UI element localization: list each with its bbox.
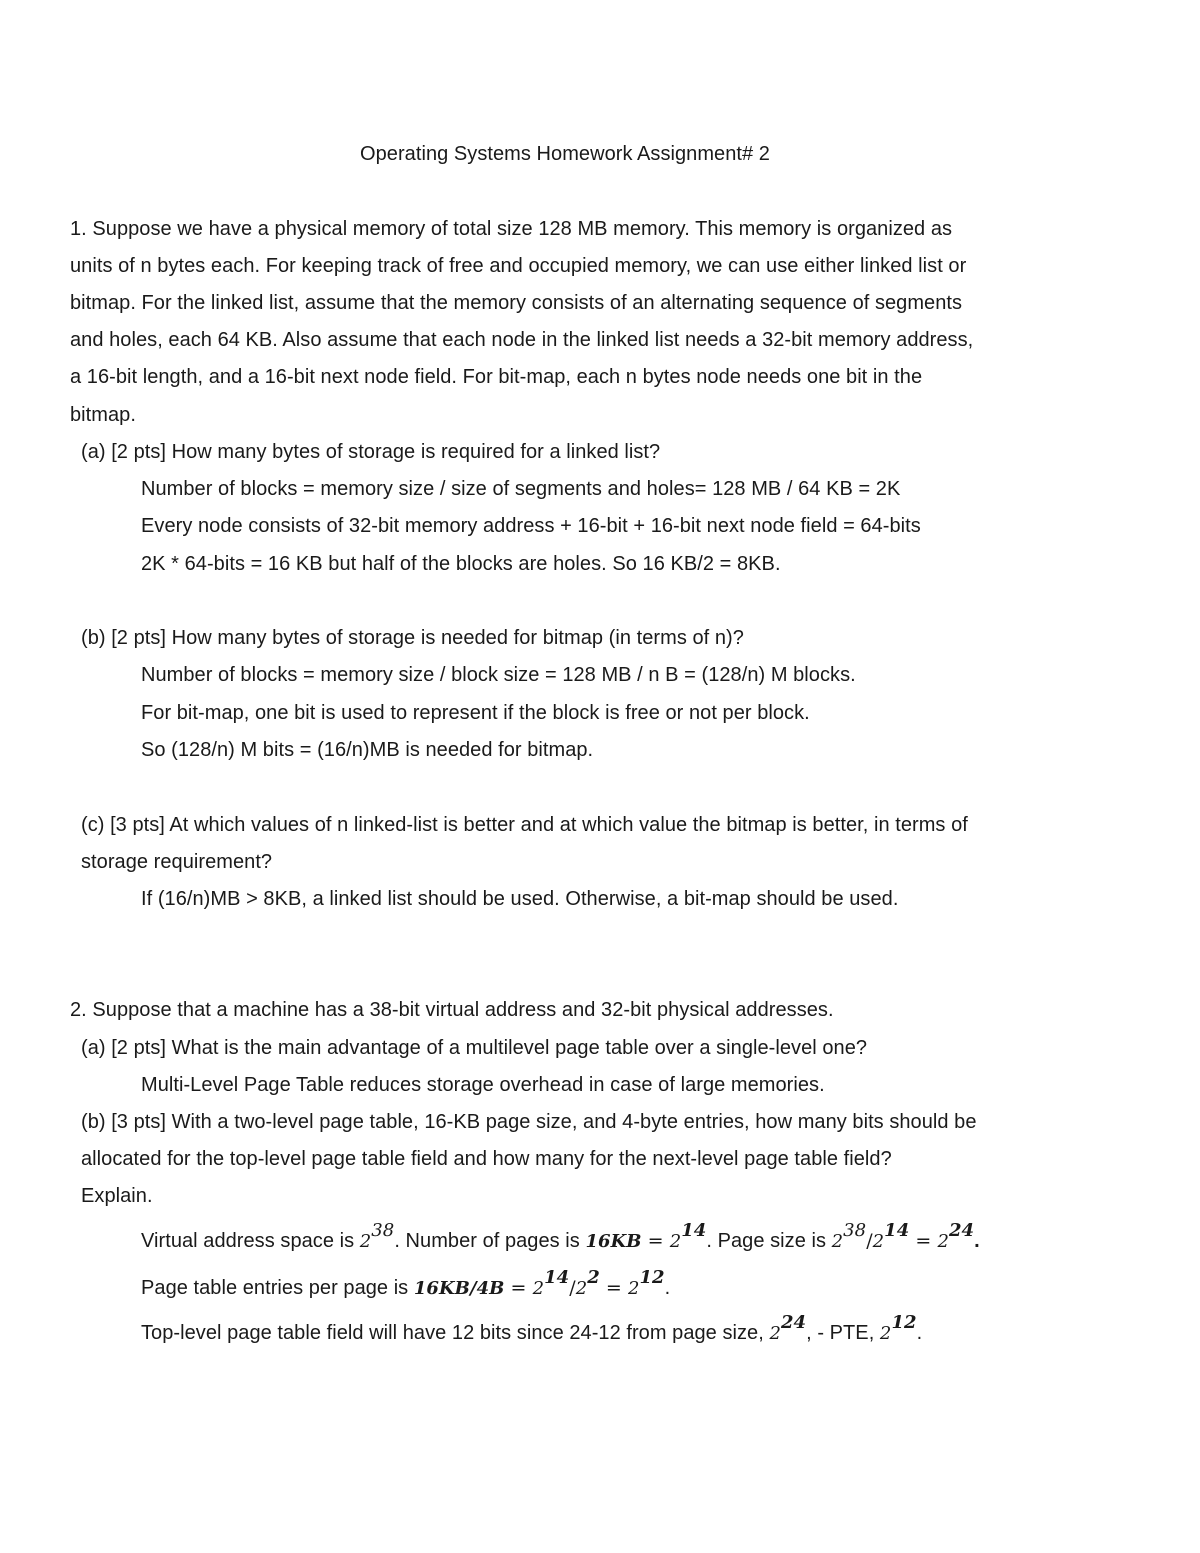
q1b-answer: So (128/n) M bits = (16/n)MB is needed for bitmap. bbox=[141, 739, 594, 761]
q1-line: bitmap. bbox=[70, 404, 136, 426]
q1a-question: (a) [2 pts] How many bytes of storage is required for a linked list? bbox=[81, 441, 661, 463]
q1b-answer: Number of blocks = memory size / block size = 128 MB / n B = (128/n) M blocks. bbox=[141, 664, 856, 686]
q1b-answer: For bit-map, one bit is used to represent if the block is free or not per block. bbox=[141, 702, 810, 724]
q2b-question: (b) [3 pts] With a two-level page table, 16-KB page size, and 4-byte entries, how many bits should be bbox=[81, 1111, 977, 1133]
q1a-answer: Number of blocks = memory size / size of segments and holes= 128 MB / 64 KB = 2K bbox=[141, 478, 901, 500]
q2b-answer-virtual-space: Virtual address space is $2^{38}$. Number of pages is $16KB = 2^{14}$. Page size is $2^{38}/2^{14} = 2^{24}$. bbox=[141, 1220, 980, 1252]
q2b-answer-top-level: Top-level page table field will have 12 bits since 24-12 from page size, $2^{24}$, - PTE, $2^{12}$. bbox=[141, 1312, 923, 1344]
q2b-answer-pte-per-page: Page table entries per page is $16KB/4B = 2^{14}/2^2 = 2^{12}$. bbox=[141, 1267, 671, 1299]
q1c-answer: If (16/n)MB > 8KB, a linked list should be used. Otherwise, a bit-map should be used. bbox=[141, 888, 899, 910]
q2a-question: (a) [2 pts] What is the main advantage of a multilevel page table over a single-level one? bbox=[81, 1037, 868, 1059]
q2-intro: 2. Suppose that a machine has a 38-bit virtual address and 32-bit physical addresses. bbox=[70, 999, 834, 1021]
q1-line: 1. Suppose we have a physical memory of total size 128 MB memory. This memory is organized as bbox=[70, 218, 953, 240]
page-title: Operating Systems Homework Assignment# 2 bbox=[360, 143, 770, 165]
q1-line: bitmap. For the linked list, assume that the memory consists of an alternating sequence of segments bbox=[70, 292, 963, 314]
q1c-question: (c) [3 pts] At which values of n linked-list is better and at which value the bitmap is better, in terms of bbox=[81, 814, 968, 836]
q1-line: and holes, each 64 KB. Also assume that each node in the linked list needs a 32-bit memory address, bbox=[70, 329, 974, 351]
q1b-question: (b) [2 pts] How many bytes of storage is needed for bitmap (in terms of n)? bbox=[81, 627, 744, 649]
q1c-question: storage requirement? bbox=[81, 851, 273, 873]
q2b-question: allocated for the top-level page table field and how many for the next-level page table field? bbox=[81, 1148, 892, 1170]
q1a-answer: Every node consists of 32-bit memory address + 16-bit + 16-bit next node field = 64-bits bbox=[141, 515, 921, 537]
q2a-answer: Multi-Level Page Table reduces storage overhead in case of large memories. bbox=[141, 1074, 825, 1096]
q2b-question: Explain. bbox=[81, 1185, 153, 1207]
q1a-answer: 2K * 64-bits = 16 KB but half of the blocks are holes. So 16 KB/2 = 8KB. bbox=[141, 553, 781, 575]
q1-line: a 16-bit length, and a 16-bit next node field. For bit-map, each n bytes node needs one bit in the bbox=[70, 366, 923, 388]
q1-line: units of n bytes each. For keeping track of free and occupied memory, we can use either linked list or bbox=[70, 255, 967, 277]
